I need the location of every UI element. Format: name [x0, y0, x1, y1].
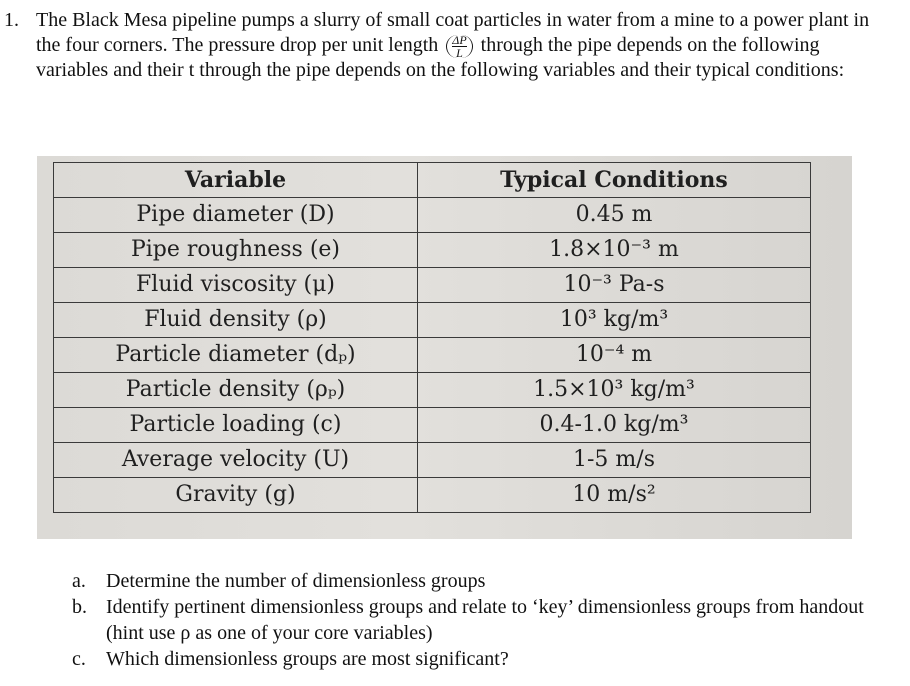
table-row [54, 198, 811, 233]
header-conditions: Typical Conditions [418, 163, 811, 198]
variable-cell: Average velocity (U) [54, 443, 418, 478]
variable-cell: Fluid viscosity (μ) [54, 268, 418, 303]
table-row [54, 373, 811, 408]
condition-cell: 10⁻³ Pa-s [418, 268, 811, 303]
question-letter: c. [72, 648, 86, 670]
header-variable: Variable [54, 163, 418, 198]
condition-cell: 10³ kg/m³ [418, 303, 811, 338]
table-row [54, 443, 811, 478]
table-row [54, 338, 811, 373]
condition-cell: 0.45 m [418, 198, 811, 233]
variables-table [53, 162, 811, 513]
variable-cell: Pipe diameter (D) [54, 198, 418, 233]
table-row [54, 233, 811, 268]
question-letter: b. [72, 596, 87, 618]
question-text: Determine the number of dimensionless groups [106, 570, 486, 592]
condition-cell: 10 m/s² [418, 478, 811, 513]
pressure-drop-fraction [446, 32, 472, 60]
table-row [54, 268, 811, 303]
fraction-denominator: L [456, 45, 463, 60]
question-text: Which dimensionless groups are most significant? [106, 648, 509, 670]
table-row [54, 303, 811, 338]
variable-cell: Particle diameter (dₚ) [54, 338, 418, 373]
problem-text-part1: The Black Mesa pipeline pumps a slurry of small coat particles in water from a mine to a power plant in the four corners. The pressure drop per unit length [36, 9, 870, 56]
variable-cell: Fluid density (ρ) [54, 303, 418, 338]
question-text: Identify pertinent dimensionless groups and relate to ‘key’ dimensionless groups from handout (hint use ρ as one of your core variables) [106, 596, 864, 644]
condition-cell: 0.4-1.0 kg/m³ [418, 408, 811, 443]
question-letter: a. [72, 570, 86, 592]
problem-text-part2: through the pipe depends on the following variables and their t through the pipe depends on the following variables and their typical conditions: [36, 34, 845, 81]
variable-cell: Particle density (ρₚ) [54, 373, 418, 408]
variable-cell: Gravity (g) [54, 478, 418, 513]
problem-text [36, 8, 896, 83]
table-row [54, 408, 811, 443]
condition-cell: 1-5 m/s [418, 443, 811, 478]
table-header-row [54, 163, 811, 198]
condition-cell: 10⁻⁴ m [418, 338, 811, 373]
condition-cell: 1.8×10⁻³ m [418, 233, 811, 268]
variable-cell: Pipe roughness (e) [54, 233, 418, 268]
condition-cell: 1.5×10³ kg/m³ [418, 373, 811, 408]
variable-cell: Particle loading (c) [54, 408, 418, 443]
problem-number: 1. [4, 9, 19, 31]
table-photo [37, 156, 852, 539]
fraction-numerator: ΔP [452, 32, 467, 47]
table-row [54, 478, 811, 513]
